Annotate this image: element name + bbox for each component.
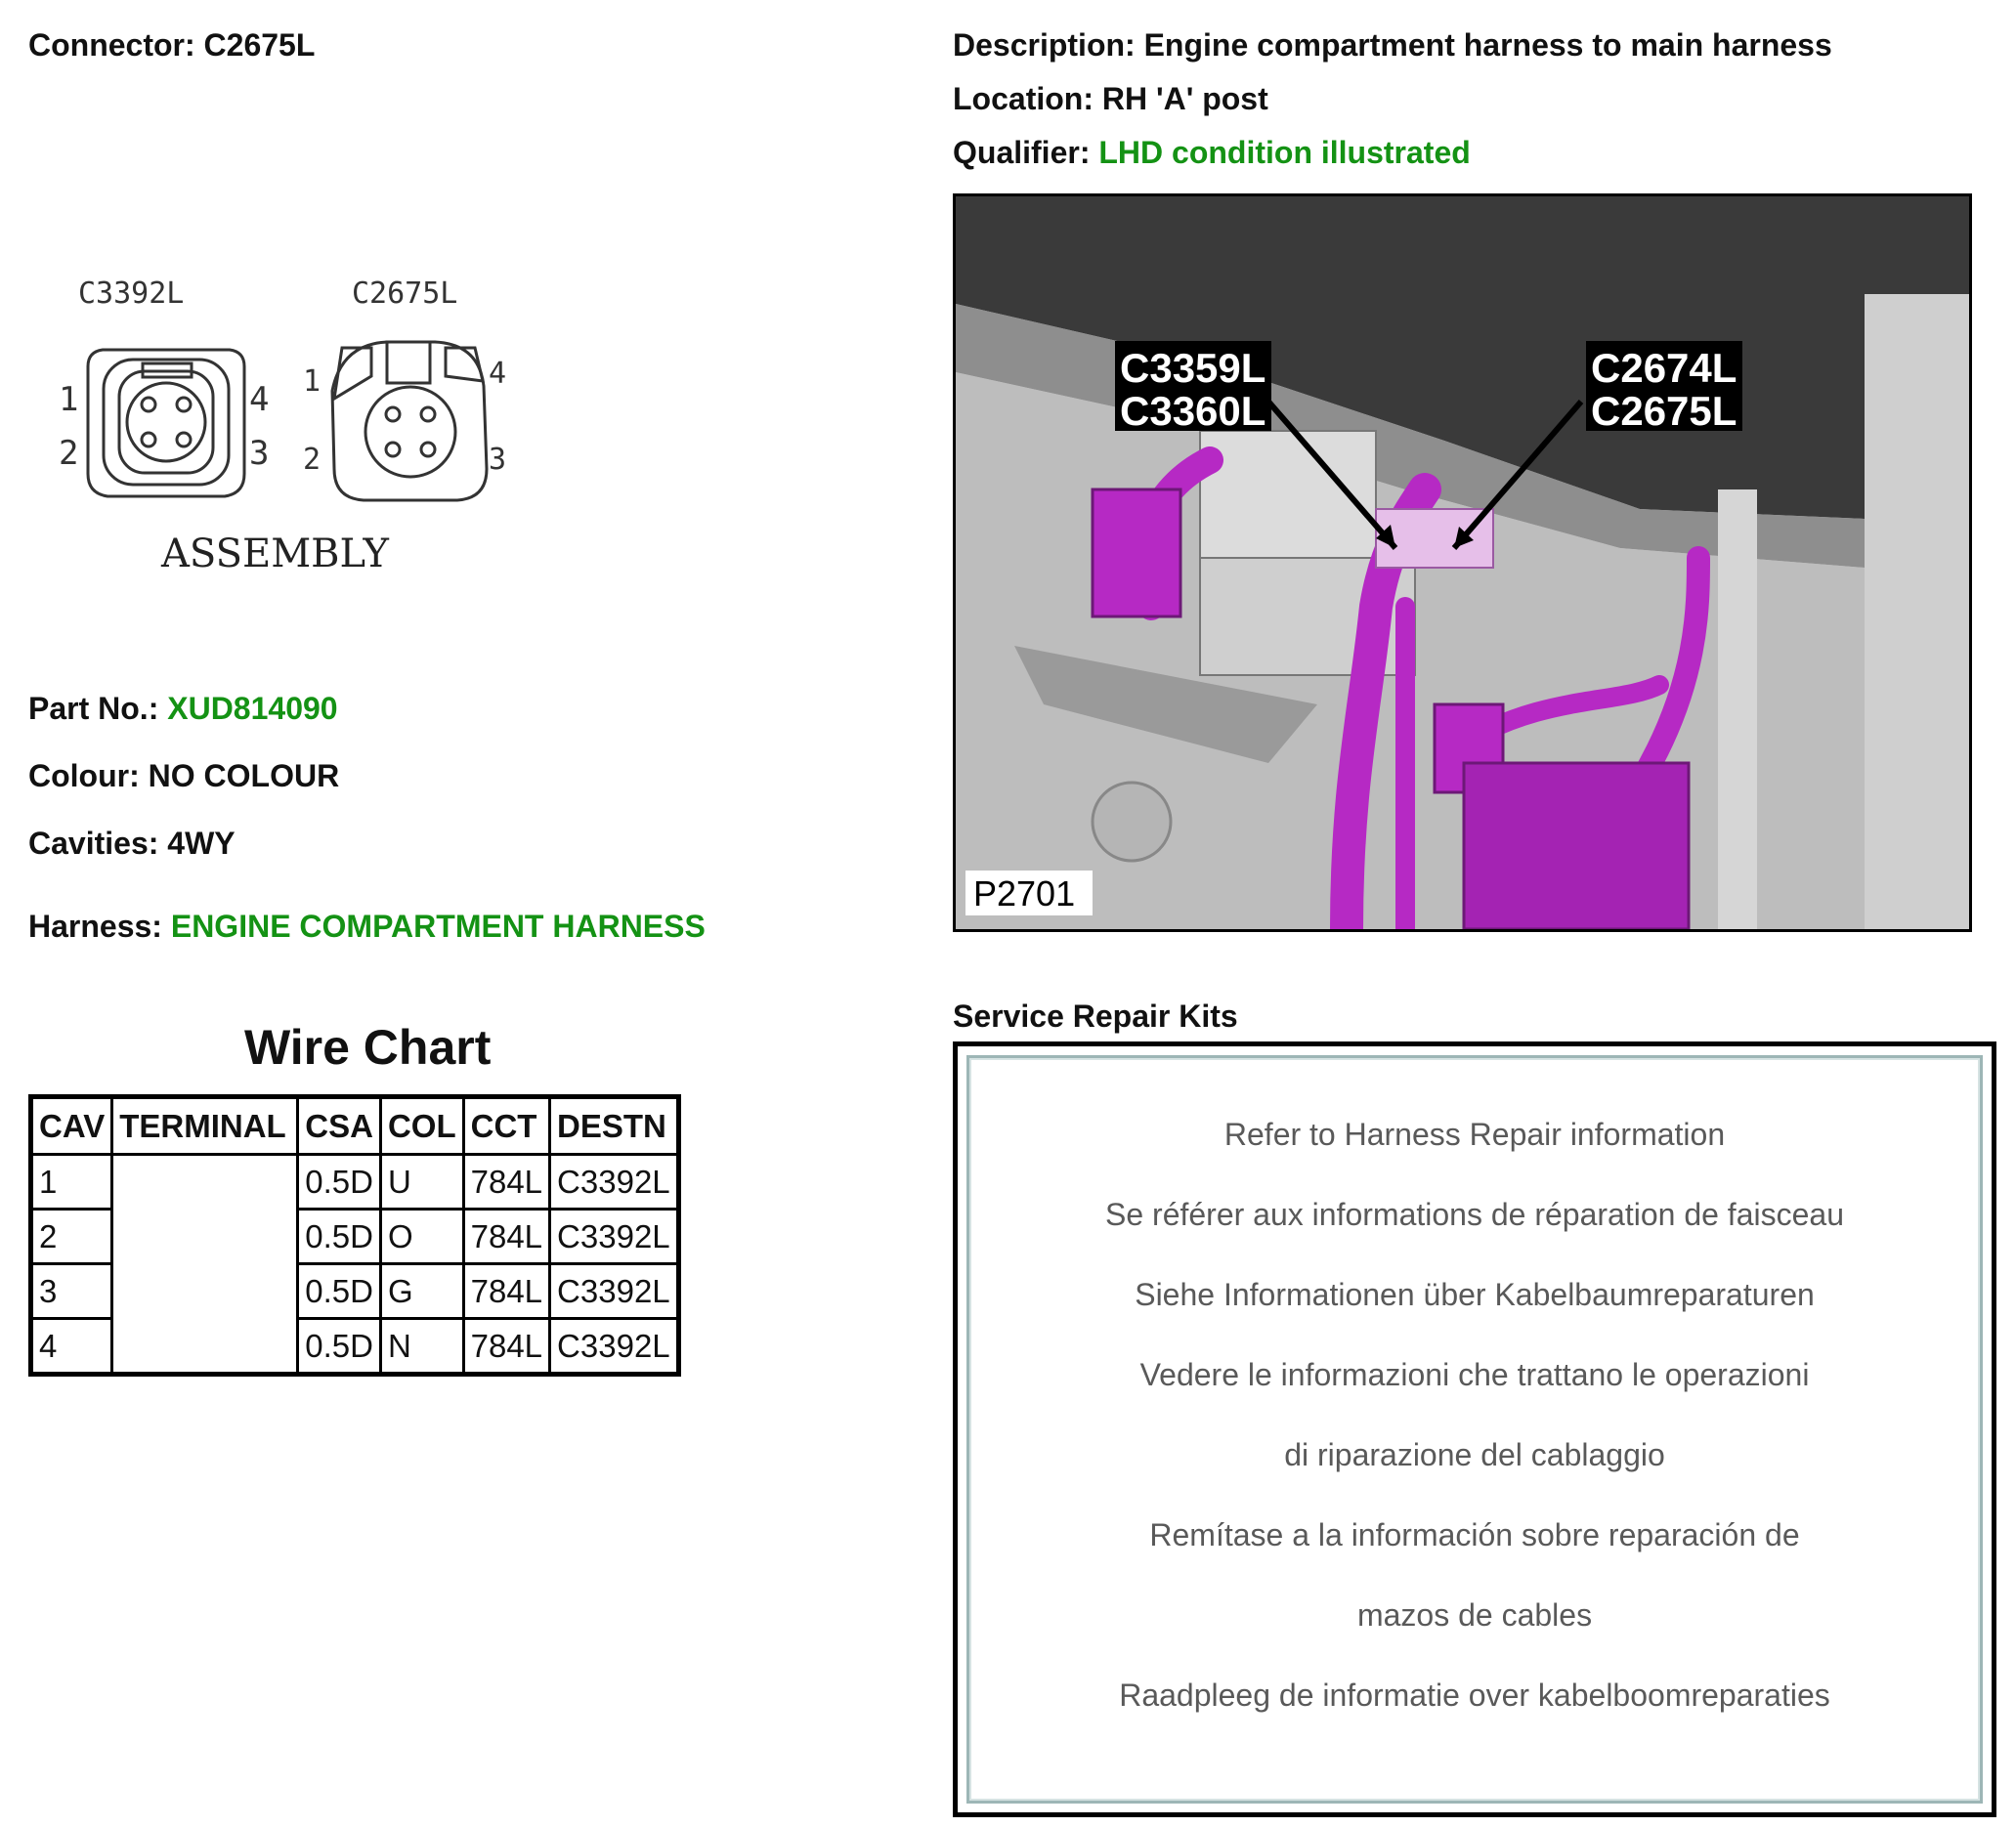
part-no-field <box>28 691 338 727</box>
header-col: COL <box>380 1097 463 1155</box>
location-field <box>953 81 1268 117</box>
location-illustration <box>953 193 1972 932</box>
header-csa: CSA <box>298 1097 381 1155</box>
repair-info-line: Remítase a la información sobre reparación de <box>1149 1517 1800 1552</box>
location-value: RH 'A' post <box>1101 81 1268 116</box>
right-pin-2: 2 <box>303 443 322 477</box>
service-repair-kits-box <box>953 1041 1996 1817</box>
left-pin-4: 4 <box>249 380 270 419</box>
wire-chart-header-row <box>31 1097 679 1155</box>
left-connector-name: C3392L <box>78 276 185 311</box>
label-c3359l: C3359L <box>1120 345 1266 391</box>
right-connector-shape <box>332 342 487 500</box>
qualifier-value: LHD condition illustrated <box>1098 135 1471 170</box>
part-no-value: XUD814090 <box>167 691 338 726</box>
cell-destn: C3392L <box>550 1319 679 1375</box>
colour-label: Colour: <box>28 758 140 793</box>
cell-cav: 4 <box>31 1319 112 1375</box>
cell-cav: 3 <box>31 1264 112 1319</box>
cell-cct: 784L <box>463 1210 549 1264</box>
description-label: Description: <box>953 27 1136 63</box>
wire-chart-title: Wire Chart <box>244 1020 492 1075</box>
description-field <box>953 27 1832 64</box>
header-cav: CAV <box>31 1097 112 1155</box>
cell-col: O <box>380 1210 463 1264</box>
wire-chart-table <box>28 1094 681 1377</box>
illustration-ref: P2701 <box>973 873 1076 914</box>
right-pin-3: 3 <box>489 443 507 477</box>
header-cct: CCT <box>463 1097 549 1155</box>
repair-info-line: Refer to Harness Repair information <box>1223 1117 1726 1152</box>
table-row <box>31 1155 679 1210</box>
harness-label: Harness: <box>28 909 162 944</box>
cell-destn: C3392L <box>550 1210 679 1264</box>
cavities-value: 4WY <box>167 826 236 861</box>
label-c3360l: C3360L <box>1120 388 1266 434</box>
left-connector-shape <box>88 350 244 496</box>
cell-col: U <box>380 1155 463 1210</box>
cavities-field <box>28 826 236 862</box>
cell-terminal <box>112 1155 298 1375</box>
cell-cav: 2 <box>31 1210 112 1264</box>
cell-csa: 0.5D <box>298 1210 381 1264</box>
cell-col: G <box>380 1264 463 1319</box>
connector-field <box>28 27 315 64</box>
repair-info-line: mazos de cables <box>1356 1597 1593 1633</box>
cell-cct: 784L <box>463 1319 549 1375</box>
repair-info-line: Vedere le informazioni che trattano le operazioni <box>1139 1357 1810 1392</box>
repair-info-line: Raadpleeg de informatie over kabelboomreparaties <box>1119 1678 1830 1713</box>
assembly-caption: ASSEMBLY <box>161 531 389 576</box>
right-pin-1: 1 <box>303 364 322 399</box>
harness-field <box>28 909 706 945</box>
cell-csa: 0.5D <box>298 1319 381 1375</box>
cell-csa: 0.5D <box>298 1264 381 1319</box>
cell-col: N <box>380 1319 463 1375</box>
repair-info-line: di riparazione del cablaggio <box>1284 1437 1665 1472</box>
repair-info-line: Siehe Informationen über Kabelbaumreparaturen <box>1135 1277 1815 1312</box>
cavities-label: Cavities: <box>28 826 159 861</box>
service-repair-kits-inner <box>966 1055 1983 1804</box>
header-destn: DESTN <box>550 1097 679 1155</box>
part-no-label: Part No.: <box>28 691 159 726</box>
left-pin-1: 1 <box>59 380 79 419</box>
label-c2675l: C2675L <box>1591 388 1737 434</box>
description-value: Engine compartment harness to main harness <box>1143 27 1832 63</box>
cell-cav: 1 <box>31 1155 112 1210</box>
illustration-drawing <box>956 196 1969 929</box>
right-connector-name: C2675L <box>352 276 458 311</box>
connector-value: C2675L <box>203 27 316 63</box>
label-c2674l: C2674L <box>1591 345 1737 391</box>
qualifier-label: Qualifier: <box>953 135 1091 170</box>
colour-value: NO COLOUR <box>148 758 340 793</box>
cell-destn: C3392L <box>550 1264 679 1319</box>
connector-face-diagram <box>59 274 547 596</box>
header-terminal: TERMINAL <box>112 1097 298 1155</box>
connector-label: Connector: <box>28 27 195 63</box>
cell-cct: 784L <box>463 1155 549 1210</box>
right-pin-4: 4 <box>489 357 507 391</box>
cell-destn: C3392L <box>550 1155 679 1210</box>
left-pin-3: 3 <box>249 434 270 473</box>
left-pin-2: 2 <box>59 434 79 473</box>
cell-cct: 784L <box>463 1264 549 1319</box>
colour-field <box>28 758 339 794</box>
qualifier-field <box>953 135 1471 171</box>
repair-info-line: Se référer aux informations de réparation de faisceau <box>1105 1197 1844 1232</box>
cell-csa: 0.5D <box>298 1155 381 1210</box>
location-label: Location: <box>953 81 1094 116</box>
service-repair-kits-title: Service Repair Kits <box>953 998 1238 1034</box>
harness-value: ENGINE COMPARTMENT HARNESS <box>170 909 706 944</box>
